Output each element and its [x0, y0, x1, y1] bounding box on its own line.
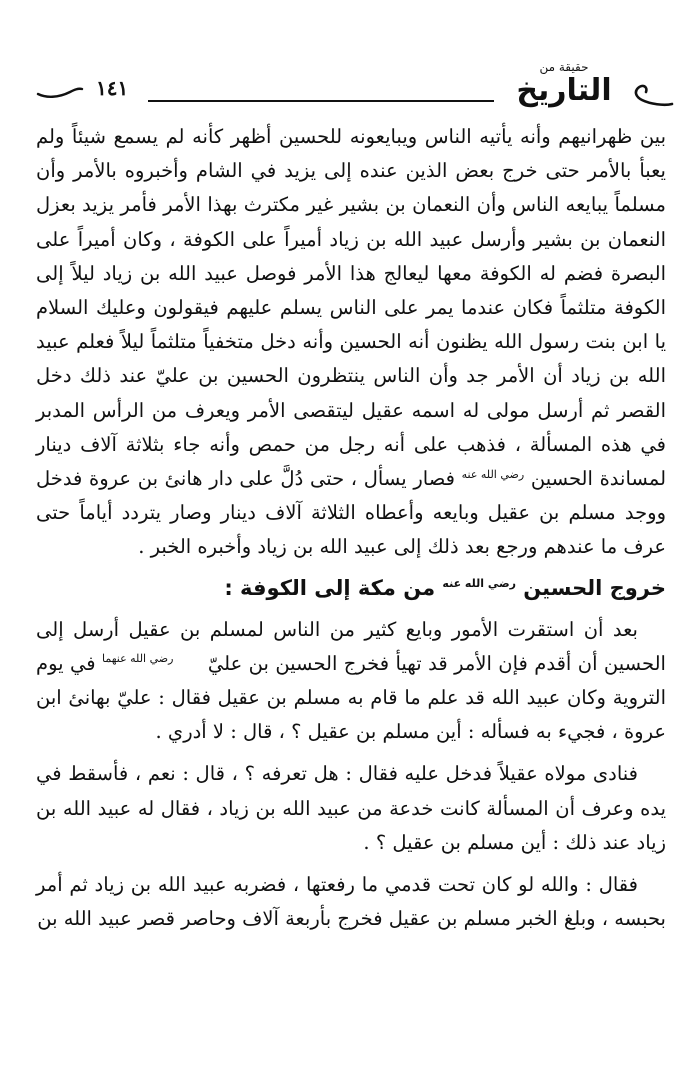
running-title [484, 60, 644, 108]
paragraph [36, 613, 666, 750]
section-heading [36, 571, 666, 605]
paragraph-text: فقال : والله لو كان تحت قدمي ما رفعتها ، فضربه عبيد الله بن زياد ثم أمر بحبسه ، وبلغ الخبر مسلم بن عقيل فخرج بأربعة آلاف وحاصر قصر عبيد الله بن [36, 873, 666, 931]
section-heading-part1: خروج الحسين [523, 575, 666, 600]
running-title-small: حقيقة من [539, 60, 589, 74]
paragraph [36, 757, 666, 860]
paragraph [36, 868, 666, 936]
honorific-mark: رضي الله عنه [442, 576, 516, 590]
honorific-mark: رضي الله عنه [461, 467, 525, 481]
paragraph-text: في يوم التروية وكان عبيد الله قد علم ما قام به مسلم بن عقيل فقال : عليّ بهانئ ابن عروة ، فجيء به فسأله : أين مسلم بن عقيل ؟ ، قال : لا أدري . [36, 651, 666, 744]
paragraph-text: بعد أن استقرت الأمور وبايع كثير من الناس لمسلم بن عقيل أرسل إلى الحسين أن أقدم فإن الأمر قد تهيأ فخرج الحسين بن عليّ [36, 617, 666, 675]
section-heading-part2: من مكة إلى الكوفة : [224, 575, 436, 600]
header-rule [148, 100, 494, 102]
page-header [26, 58, 674, 112]
paragraph [36, 120, 666, 565]
body-text [36, 120, 666, 936]
honorific-mark: رضي الله عنهما [102, 652, 174, 666]
paragraph-text: فنادى مولاه عقيلاً فدخل عليه فقال : هل تعرفه ؟ ، قال : نعم ، فأسقط في يده وعرف أن المسألة كانت خدعة من عبيد الله بن زياد ، فقال له عبيد الله بن زياد عند ذلك : أين مسلم بن عقيل ؟ . [36, 762, 666, 854]
header-ornament-left [36, 80, 84, 102]
paragraph-text: فصار يسأل ، حتى دُلَّ على دار هانئ بن عروة فدخل ووجد مسلم بن عقيل وبايعه وأعطاه الثلاثة آلاف دينار وصار يتردد أياماً حتى عرف ما عندهم ورجع بعد ذلك إلى عبيد الله بن زياد وأخبره الخبر . [36, 467, 666, 559]
page-number: ١٤١ [96, 76, 129, 100]
running-title-main: التاريخ [516, 73, 612, 108]
header-ornament-right [630, 82, 674, 110]
paragraph-text: بين ظهرانيهم وأنه يأتيه الناس ويبايعونه للحسين أظهر كأنه لم يسمع شيئاً ولم يعبأ بالأمر حتى خرج بعض الذين عنده إلى يزيد في الشام وأخبروه بالأمر وأن مسلماً يبايعه الناس وأن النعمان بن بشير غير مكترث بهذا الأمر فأمر يزيد بعزل النعمان بن بشير وأرسل عبيد الله بن زياد أميراً على الكوفة ، وكان أميراً على البصرة فضم له الكوفة معها ليعالج هذا الأمر فوصل عبيد الله بن زياد ليلاً إلى الكوفة متلثماً فكان عندما يمر على الناس يسلم عليهم فيقولون وعليك السلام يا ابن بنت رسول الله يظنون أنه الحسين وأنه دخل متخفياً متلثماً ليلاً فعلم عبيد الله بن زياد أن الأمر جد وأن الناس ينتظرون الحسين بن عليّ عند ذلك دخل القصر ثم أرسل مولى له اسمه عقيل ليتقصى الأمر ويعرف من الرأس المدبر في هذه المسألة ، فذهب على أنه رجل من حمص وأنه جاء بثلاثة آلاف دينار لمساندة الحسين [36, 125, 667, 491]
